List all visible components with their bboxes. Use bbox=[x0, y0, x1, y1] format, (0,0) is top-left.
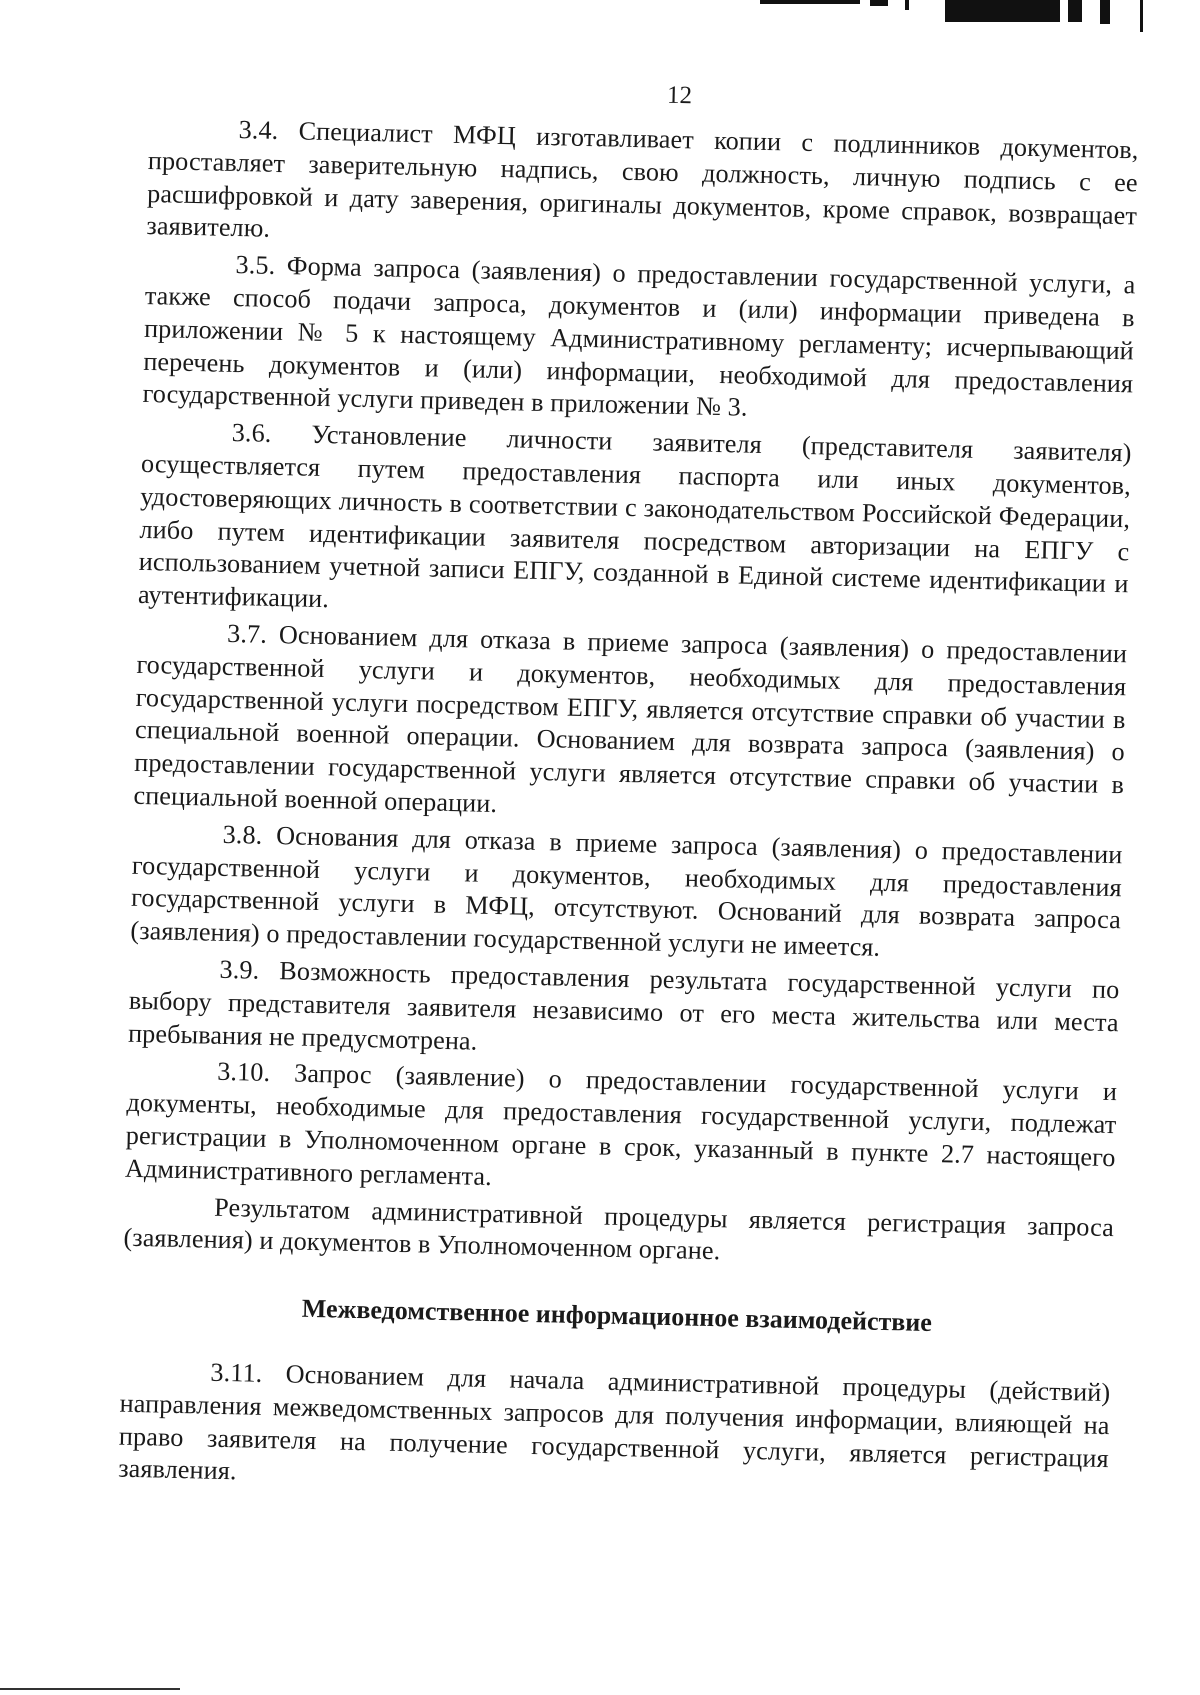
paragraph-3-8: 3.8. Основания для отказа в приеме запроса (заявления) о предоставлении государственной услуги и документов, необходимых для предоставления государственной услуги в МФЦ, отсутствуют. Оснований для возврата запроса (заявления) о предоставлении государственной услуги не имеется. bbox=[130, 819, 1123, 962]
scan-mark bbox=[1068, 0, 1082, 22]
paragraph-3-4: 3.4. Специалист МФЦ изготавливает копии с подлинников документов, проставляет заверительную надпись, свою должность, личную подпись с ее расшифровкой и дату заверения, оригиналы документов, кроме справок, возвращает заявителю. bbox=[146, 115, 1139, 244]
page-number: 12 bbox=[666, 81, 693, 110]
paragraph-result: Результатом административной процедуры является регистрация запроса (заявления) и документов в Уполномоченном органе. bbox=[123, 1192, 1115, 1266]
paragraph-3-5: 3.5. Форма запроса (заявления) о предоставлении государственной услуги, а также способ подачи запроса, документов и (или) информации приведена в приложении № 5 к настоящему Административному регламенту; исчерпывающий перечень документов и (или) информации, необходимой для предоставления государственной услуги приведен в приложении № 3. bbox=[142, 250, 1136, 423]
bottom-edge-line bbox=[0, 1688, 180, 1690]
paragraph-3-10: 3.10. Запрос (заявление) о предоставлении государственной услуги и документы, необходимые для предоставления государственной услуги, подлежат регистрации в Уполномоченном органе в срок, указанный в пункте 2.7 настоящего Административного регламента. bbox=[124, 1057, 1118, 1191]
scan-mark bbox=[905, 0, 909, 10]
section-heading: Межведомственное информационное взаимодействие bbox=[301, 1293, 933, 1338]
scan-mark bbox=[945, 0, 1060, 22]
scan-mark bbox=[870, 0, 888, 6]
paragraph-3-6: 3.6. Установление личности заявителя (представителя заявителя) осуществляется путем предоставления паспорта или иных документов, удостоверяющих личность в соответствии с законодательством Российской Федерации, либо путем идентификации заявителя посредством авторизации на ЕПГУ с использованием учетной записи ЕПГУ, созданной в Единой системе идентификации и аутентификации. bbox=[137, 418, 1132, 614]
document-page bbox=[118, 70, 1140, 1508]
scan-mark bbox=[1140, 0, 1143, 32]
paragraph-3-7: 3.7. Основанием для отказа в приеме запроса (заявления) о предоставлении государственной услуги и документов, необходимых для предоставления государственной услуги посредством ЕПГУ, является отсутствие справки об участии в специальной военной операции. Основанием для возврата запроса (заявления) о предоставлении государственной услуги является отсутствие справки об участии в специальной военной операции. bbox=[133, 618, 1128, 818]
paragraph-3-11: 3.11. Основанием для начала административной процедуры (действий) направления межведомственных запросов для получения информации, влияющей на право заявителя на получение государственной услуги, является регистрация заявления. bbox=[117, 1357, 1111, 1486]
paragraph-3-9: 3.9. Возможность предоставления результата государственной услуги по выбору представителя заявителя независимо от его места жительства или места пребывания не предусмотрена. bbox=[127, 954, 1120, 1056]
scan-mark bbox=[760, 0, 860, 4]
scan-mark bbox=[1100, 0, 1110, 24]
